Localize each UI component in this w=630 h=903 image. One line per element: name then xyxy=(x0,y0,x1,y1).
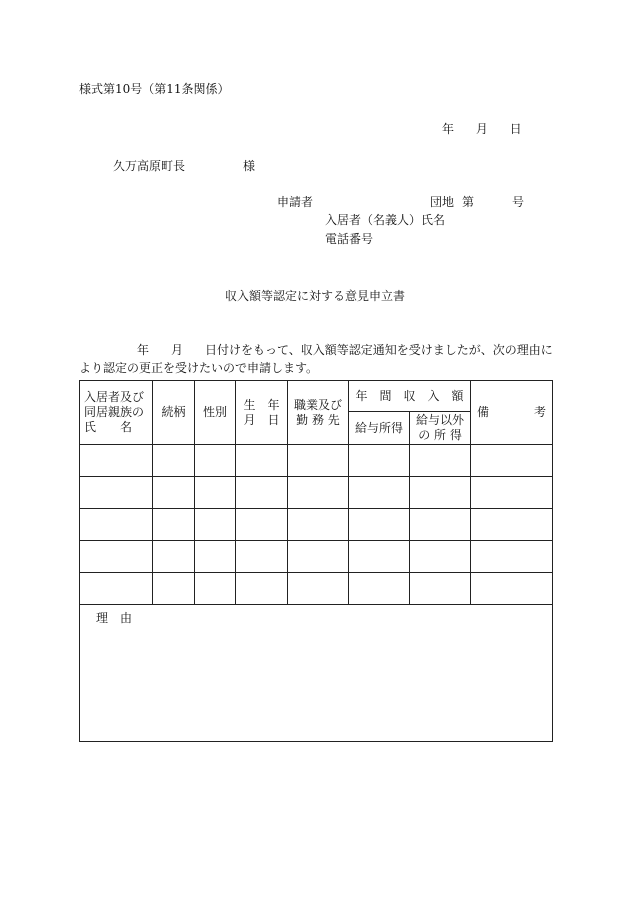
header-job xyxy=(288,381,349,445)
cell-name[interactable] xyxy=(80,573,153,605)
dai-label: 第 xyxy=(462,195,475,209)
cell-other-income[interactable] xyxy=(410,509,471,541)
cell-relation[interactable] xyxy=(153,573,195,605)
header-remarks-1: 備 xyxy=(477,405,490,419)
body-line1-rest: 日付けをもって、収入額等認定通知を受けましたが、次の理由に xyxy=(205,343,553,357)
table-row xyxy=(80,573,553,605)
addressee: 久万高原町長 xyxy=(113,159,186,173)
body-year: 年 xyxy=(137,343,150,357)
header-remarks-2: 考 xyxy=(534,405,547,419)
cell-other-income[interactable] xyxy=(410,477,471,509)
cell-sex[interactable] xyxy=(195,445,236,477)
cell-birthdate[interactable] xyxy=(236,573,288,605)
cell-job[interactable] xyxy=(288,509,349,541)
cell-salary[interactable] xyxy=(349,541,410,573)
body-month: 月 xyxy=(171,343,184,357)
header-name-line2: 同居親族の xyxy=(84,405,145,419)
header-birth-line1: 生 年 xyxy=(243,397,280,412)
header-birthdate xyxy=(236,381,288,445)
header-other-line2: の 所 得 xyxy=(418,428,462,442)
header-job-line1: 職業及び xyxy=(293,397,342,412)
cell-other-income[interactable] xyxy=(410,445,471,477)
cell-name[interactable] xyxy=(80,477,153,509)
cell-salary[interactable] xyxy=(349,445,410,477)
cell-relation[interactable] xyxy=(153,541,195,573)
phone-label: 電話番号 xyxy=(325,232,374,246)
cell-salary[interactable] xyxy=(349,509,410,541)
header-birth-line2: 月 日 xyxy=(243,412,280,427)
header-other-income xyxy=(410,412,471,445)
go-label: 号 xyxy=(512,195,525,209)
cell-name[interactable] xyxy=(80,445,153,477)
cell-salary[interactable] xyxy=(349,477,410,509)
header-remarks xyxy=(471,381,553,445)
body-line-2: より認定の更正を受けたいので申請します。 xyxy=(79,361,319,375)
header-relation: 続柄 xyxy=(153,381,195,445)
cell-birthdate[interactable] xyxy=(236,445,288,477)
cell-job[interactable] xyxy=(288,541,349,573)
cell-remarks[interactable] xyxy=(471,445,553,477)
header-salary-income: 給与所得 xyxy=(349,412,410,445)
danchi-label: 団地 xyxy=(430,195,455,209)
reason-label: 理 由 xyxy=(96,611,133,625)
cell-remarks[interactable] xyxy=(471,573,553,605)
cell-sex[interactable] xyxy=(195,541,236,573)
resident-name-label: 入居者（名義人）氏名 xyxy=(325,213,446,227)
cell-relation[interactable] xyxy=(153,445,195,477)
reason-field[interactable] xyxy=(80,605,553,742)
header-sex: 性別 xyxy=(195,381,236,445)
cell-other-income[interactable] xyxy=(410,541,471,573)
family-income-table xyxy=(79,380,553,742)
applicant-label: 申請者 xyxy=(277,195,314,209)
header-other-line1: 給与以外 xyxy=(416,413,465,427)
table-row xyxy=(80,541,553,573)
header-annual-income: 年 間 収 入 額 xyxy=(349,381,471,412)
body-line-1 xyxy=(137,341,553,358)
cell-remarks[interactable] xyxy=(471,477,553,509)
header-job-line2: 勤 務 先 xyxy=(296,412,340,427)
cell-salary[interactable] xyxy=(349,573,410,605)
cell-name[interactable] xyxy=(80,541,153,573)
header-name xyxy=(80,381,153,445)
cell-job[interactable] xyxy=(288,445,349,477)
form-number: 様式第10号（第11条関係） xyxy=(79,82,230,96)
cell-other-income[interactable] xyxy=(410,573,471,605)
cell-birthdate[interactable] xyxy=(236,541,288,573)
table-row xyxy=(80,509,553,541)
honorific: 様 xyxy=(243,159,256,173)
header-name-line1: 入居者及び xyxy=(84,390,145,404)
cell-birthdate[interactable] xyxy=(236,477,288,509)
document-title: 収入額等認定に対する意見申立書 xyxy=(224,289,405,303)
cell-relation[interactable] xyxy=(153,509,195,541)
table-row xyxy=(80,445,553,477)
cell-remarks[interactable] xyxy=(471,541,553,573)
cell-job[interactable] xyxy=(288,573,349,605)
cell-sex[interactable] xyxy=(195,477,236,509)
cell-relation[interactable] xyxy=(153,477,195,509)
cell-remarks[interactable] xyxy=(471,509,553,541)
cell-birthdate[interactable] xyxy=(236,509,288,541)
header-name-line3: 氏 名 xyxy=(84,420,133,434)
table-row xyxy=(80,477,553,509)
cell-job[interactable] xyxy=(288,477,349,509)
cell-sex[interactable] xyxy=(195,573,236,605)
cell-name[interactable] xyxy=(80,509,153,541)
date-line: 年 月 日 xyxy=(442,122,522,136)
cell-sex[interactable] xyxy=(195,509,236,541)
